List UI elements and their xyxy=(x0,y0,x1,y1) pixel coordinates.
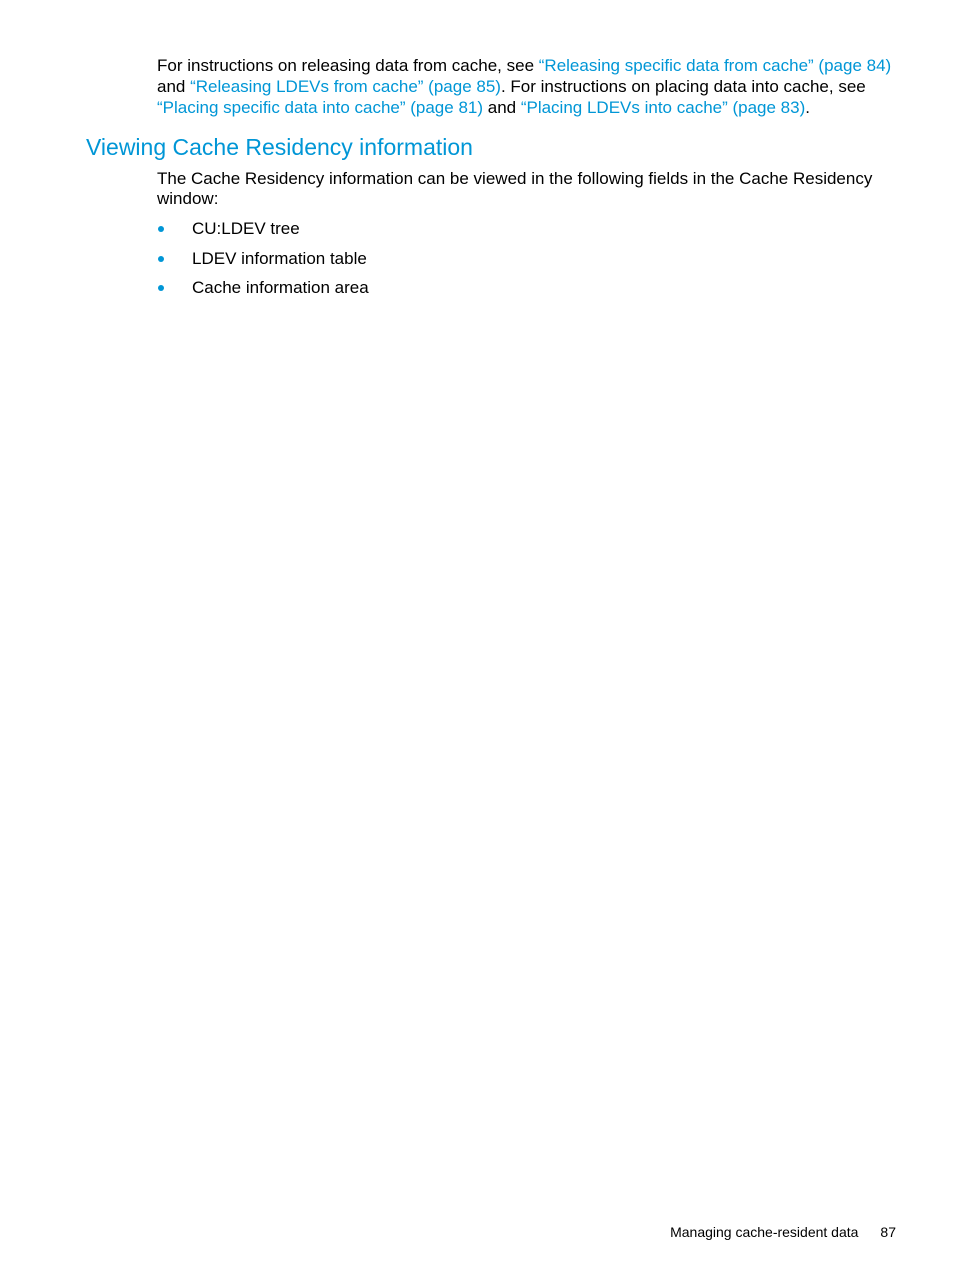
bullet-list xyxy=(157,218,369,307)
list-item xyxy=(157,218,369,248)
bullet-icon xyxy=(158,285,164,291)
list-item xyxy=(157,248,369,278)
bullet-icon xyxy=(158,226,164,232)
intro-paragraph xyxy=(157,55,902,118)
list-item xyxy=(157,277,369,307)
list-item-label: LDEV information table xyxy=(192,248,367,268)
list-item-label: Cache information area xyxy=(192,278,369,297)
link-releasing-specific-data[interactable]: “Releasing specific data from cache” (page 84) xyxy=(538,56,892,75)
link-placing-ldevs[interactable]: “Placing LDEVs into cache” (page 83) xyxy=(520,98,806,117)
intro-text-2: and xyxy=(157,77,191,96)
page-footer xyxy=(670,1222,896,1242)
bullet-icon xyxy=(158,256,164,262)
intro-text-4: and xyxy=(483,98,521,117)
intro-text-1: For instructions on releasing data from cache, see xyxy=(157,56,539,75)
section-body: The Cache Residency information can be viewed in the following fields in the Cache Residency window: xyxy=(157,169,873,208)
link-placing-specific-data[interactable]: “Placing specific data into cache” (page 81) xyxy=(157,98,484,117)
intro-text-5: . xyxy=(805,98,810,117)
intro-text-3: . For instructions on placing data into cache, see xyxy=(500,77,866,96)
footer-chapter-title: Managing cache-resident data xyxy=(670,1224,859,1240)
section-heading: Viewing Cache Residency information xyxy=(86,134,473,160)
link-releasing-ldevs[interactable]: “Releasing LDEVs from cache” (page 85) xyxy=(190,77,501,96)
page-number: 87 xyxy=(880,1224,896,1240)
list-item-label: CU:LDEV tree xyxy=(192,219,300,238)
